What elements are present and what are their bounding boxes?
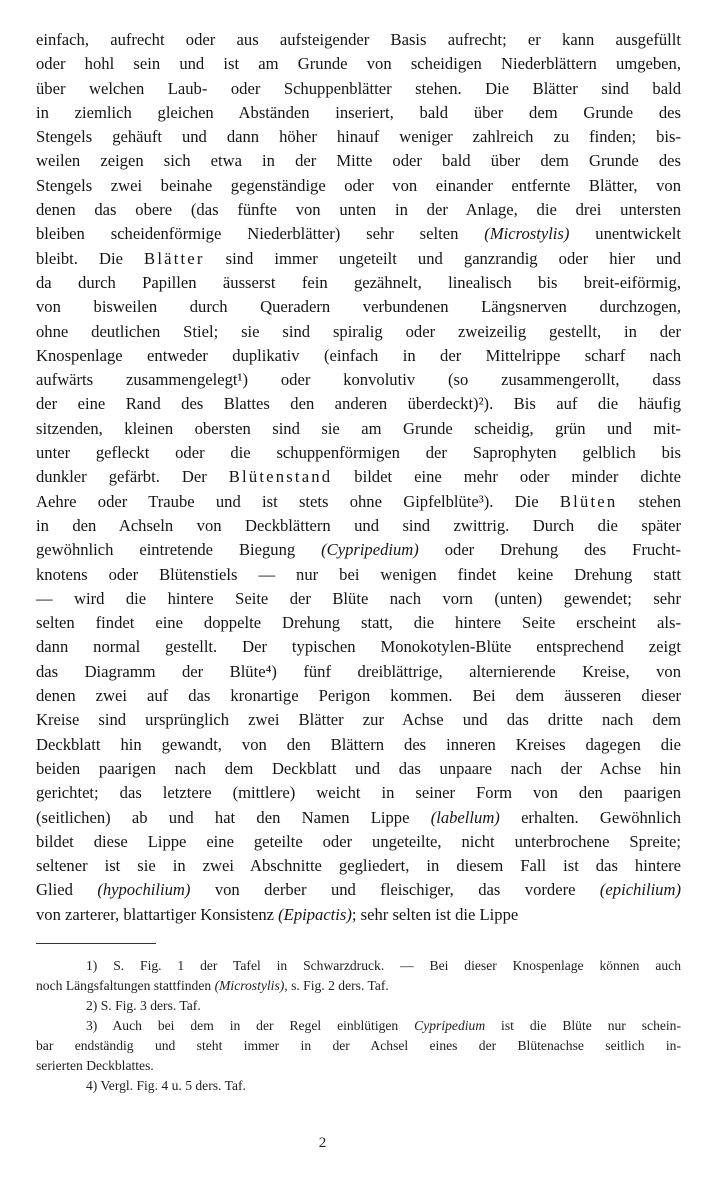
text-run: Stengels gehäuft und dann höher hinauf weniger zahlreich zu finden; bis- — [36, 127, 681, 147]
text-run: weilen zeigen sich etwa in der Mitte oder bald über dem Grunde des — [36, 151, 681, 171]
italic-term: (Epipactis) — [278, 904, 352, 924]
text-line — [36, 271, 681, 295]
text-run: unter gefleckt oder die schuppenförmigen der Saprophyten gelblich bis — [36, 443, 681, 463]
text-line — [36, 806, 681, 830]
text-run: bleiben scheidenförmige Niederblätter) sehr selten — [36, 224, 485, 244]
text-run: bleibt. Die — [36, 248, 145, 268]
text-run: 3) Auch bei dem in der Regel einblütigen — [86, 1017, 415, 1033]
text-run: bildet eine mehr oder minder dichte — [332, 467, 681, 487]
text-run: 2) S. Fig. 3 ders. Taf. — [86, 997, 201, 1013]
footnote-line — [36, 956, 681, 976]
footnote-line — [36, 996, 681, 1016]
text-run: ; sehr selten ist die Lippe — [351, 904, 519, 924]
footnote-line — [36, 1056, 681, 1076]
text-run: Aehre oder Traube und ist stets ohne Gipfelblüte³). Die — [36, 491, 560, 511]
italic-term: (epichilium) — [599, 880, 681, 900]
text-line — [36, 684, 681, 708]
text-line — [36, 635, 681, 659]
text-run: da durch Papillen äusserst fein gezähnelt, linealisch bis breit-eiförmig, — [36, 272, 681, 292]
text-line — [36, 514, 681, 538]
text-run: in ziemlich gleichen Abständen inseriert, bald über dem Grunde des — [36, 102, 681, 122]
italic-term: Cypripedium — [414, 1017, 486, 1033]
text-line — [36, 490, 681, 514]
text-line — [36, 247, 681, 271]
text-run: bildet diese Lippe eine geteilte oder ungeteilte, nicht unterbrochene Spreite; — [36, 831, 681, 851]
text-run: einfach, aufrecht oder aus aufsteigender Basis aufrecht; er kann ausgefüllt — [36, 30, 681, 49]
text-line — [36, 830, 681, 854]
text-run: unentwickelt — [569, 224, 682, 244]
text-run: sitzenden, kleinen obersten sind sie am Grunde scheidig, grün und mit- — [36, 418, 681, 438]
spaced-term: Blüten — [559, 491, 618, 511]
text-run: erhalten. Gewöhnlich — [499, 807, 681, 827]
italic-term: (hypochilium) — [97, 880, 191, 900]
text-run: seltener ist sie in zwei Abschnitte gegliedert, in diesem Fall ist das hintere — [36, 856, 681, 876]
text-run: , s. Fig. 2 ders. Taf. — [284, 977, 389, 993]
text-run: von derber und fleischiger, das vordere — [190, 880, 600, 900]
text-line — [36, 392, 681, 416]
text-line — [36, 733, 681, 757]
text-line — [36, 174, 681, 198]
text-run: der eine Rand des Blattes den anderen überdeckt)²). Bis auf die häufig — [36, 394, 681, 414]
document-page — [36, 28, 681, 1096]
text-run: serierten Deckblattes. — [36, 1057, 154, 1073]
spaced-term: Blätter — [144, 248, 205, 268]
text-run: von bisweilen durch Queradern verbundenen Längsnerven durchzogen, — [36, 297, 681, 317]
text-run: bar endständig und steht immer in der Achsel eines der Blütenachse seitlich in- — [36, 1037, 681, 1053]
text-line — [36, 611, 681, 635]
text-line — [36, 587, 681, 611]
footnote-separator — [36, 943, 156, 944]
text-line — [36, 757, 681, 781]
text-run: sind immer ungeteilt und ganzrandig oder hier und — [204, 248, 681, 268]
text-run: über welchen Laub- oder Schuppenblätter stehen. Die Blätter sind bald — [36, 78, 681, 98]
text-run: aufwärts zusammengelegt¹) oder konvolutiv (so zusammengerollt, dass — [36, 370, 681, 390]
text-run: selten findet eine doppelte Drehung statt, die hintere Seite erscheint als- — [36, 613, 681, 633]
text-line — [36, 465, 681, 489]
text-line — [36, 101, 681, 125]
text-line — [36, 903, 681, 927]
footnote-line — [36, 1036, 681, 1056]
text-run: stehen — [617, 491, 682, 511]
text-line — [36, 222, 681, 246]
text-run: noch Längsfaltungen stattfinden — [36, 977, 215, 993]
text-run: das Diagramm der Blüte⁴) fünf dreiblättrige, alternierende Kreise, von — [36, 661, 681, 681]
text-line — [36, 368, 681, 392]
text-line — [36, 878, 681, 902]
text-run: denen zwei auf das kronartige Perigon kommen. Bei dem äusseren dieser — [36, 686, 681, 706]
italic-term: (Microstylis) — [214, 977, 285, 993]
text-line — [36, 708, 681, 732]
page-number: 2 — [318, 1135, 327, 1151]
footnote-line — [36, 976, 681, 996]
text-line — [36, 149, 681, 173]
text-line — [36, 198, 681, 222]
body-paragraph — [36, 28, 681, 927]
text-run: Kreise sind ursprünglich zwei Blätter zur Achse und das dritte nach dem — [36, 710, 681, 730]
text-run: ohne deutlichen Stiel; sie sind spiralig oder zweizeilig gestellt, in der — [36, 321, 681, 341]
text-line — [36, 344, 681, 368]
text-line — [36, 660, 681, 684]
text-run: oder hohl sein und ist am Grunde von scheidigen Niederblättern umgeben, — [36, 54, 681, 74]
text-run: in den Achseln von Deckblättern und sind zwittrig. Durch die später — [36, 515, 681, 535]
text-line — [36, 538, 681, 562]
text-line — [36, 125, 681, 149]
text-line — [36, 77, 681, 101]
text-run: Stengels zwei beinahe gegenständige oder von einander entfernte Blätter, von — [36, 175, 681, 195]
text-run: 1) S. Fig. 1 der Tafel in Schwarzdruck. — Bei dieser Knospenlage können auch — [86, 957, 681, 973]
text-line — [36, 854, 681, 878]
text-line — [36, 781, 681, 805]
text-run: Glied — [36, 880, 98, 900]
italic-term: (Microstylis) — [484, 224, 570, 244]
footnotes — [36, 956, 681, 1096]
text-run: dann normal gestellt. Der typischen Monokotylen-Blüte entsprechend zeigt — [36, 637, 681, 657]
text-line — [36, 52, 681, 76]
text-run: Knospenlage entweder duplikativ (einfach in der Mittelrippe scharf nach — [36, 345, 681, 365]
text-run: gerichtet; das letztere (mittlere) weicht in seiner Form von den paarigen — [36, 783, 681, 803]
italic-term: (labellum) — [430, 807, 500, 827]
text-line — [36, 295, 681, 319]
text-run: dunkler gefärbt. Der — [36, 467, 229, 487]
text-run: knotens oder Blütenstiels — nur bei wenigen findet keine Drehung statt — [36, 564, 681, 584]
text-run: gewöhnlich eintretende Biegung — [36, 540, 322, 560]
text-run: ist die Blüte nur schein- — [485, 1017, 681, 1033]
text-run: von zarterer, blattartiger Konsistenz — [36, 904, 279, 924]
text-run: (seitlichen) ab und hat den Namen Lippe — [36, 807, 431, 827]
text-line — [36, 320, 681, 344]
text-run: beiden paarigen nach dem Deckblatt und das unpaare nach der Achse hin — [36, 758, 681, 778]
text-run: Deckblatt hin gewandt, von den Blättern des inneren Kreises dagegen die — [36, 734, 681, 754]
text-line — [36, 417, 681, 441]
text-run: oder Drehung des Frucht- — [418, 540, 681, 560]
spaced-term: Blütenstand — [228, 467, 333, 487]
text-line — [36, 441, 681, 465]
text-line — [36, 28, 681, 52]
footnote-line — [36, 1076, 681, 1096]
text-line — [36, 563, 681, 587]
italic-term: (Cypripedium) — [321, 540, 419, 560]
text-run: — wird die hintere Seite der Blüte nach vorn (unten) gewendet; sehr — [36, 588, 681, 608]
text-run: 4) Vergl. Fig. 4 u. 5 ders. Taf. — [86, 1077, 246, 1093]
footnote-line — [36, 1016, 681, 1036]
text-run: denen das obere (das fünfte von unten in der Anlage, die drei untersten — [36, 200, 681, 220]
